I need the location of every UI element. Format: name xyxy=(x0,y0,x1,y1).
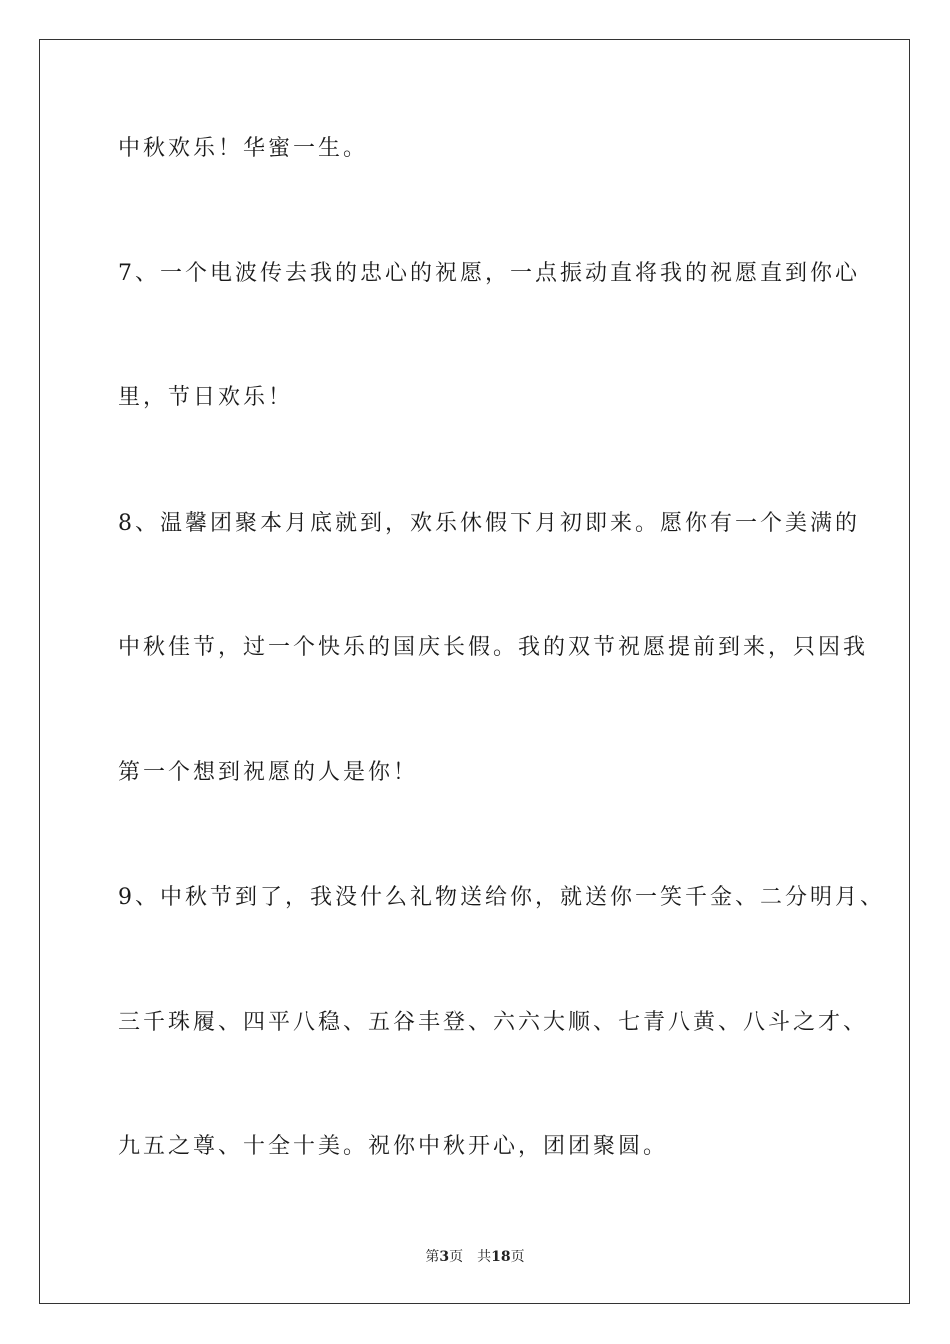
body-text-line: 九五之尊、十全十美。祝你中秋开心，团团聚圆。 xyxy=(118,1134,669,1159)
body-text-line: 中秋佳节，过一个快乐的国庆长假。我的双节祝愿提前到来，只因我 xyxy=(118,635,869,660)
page-footer xyxy=(0,1248,950,1266)
body-text-line: 里，节日欢乐！ xyxy=(118,385,294,410)
body-text-line: 7、一个电波传去我的忠心的祝愿，一点振动直将我的祝愿直到你心 xyxy=(118,261,860,286)
page-suffix: 页 xyxy=(449,1249,464,1265)
page-border xyxy=(39,39,910,1304)
total-suffix: 页 xyxy=(510,1249,525,1265)
total-prefix: 共 xyxy=(477,1249,492,1265)
body-text-line: 9、中秋节到了，我没什么礼物送给你，就送你一笑千金、二分明月、 xyxy=(118,885,885,910)
page-prefix: 第 xyxy=(425,1249,440,1265)
body-text-line: 8、温馨团聚本月底就到，欢乐休假下月初即来。愿你有一个美满的 xyxy=(118,511,860,536)
page-number: 3 xyxy=(439,1249,450,1265)
total-pages: 18 xyxy=(491,1249,511,1265)
body-text-line: 三千珠履、四平八稳、五谷丰登、六六大顺、七青八黄、八斗之才、 xyxy=(118,1010,869,1035)
body-text-line: 中秋欢乐！华蜜一生。 xyxy=(118,136,369,161)
body-text-line: 第一个想到祝愿的人是你！ xyxy=(118,760,419,785)
